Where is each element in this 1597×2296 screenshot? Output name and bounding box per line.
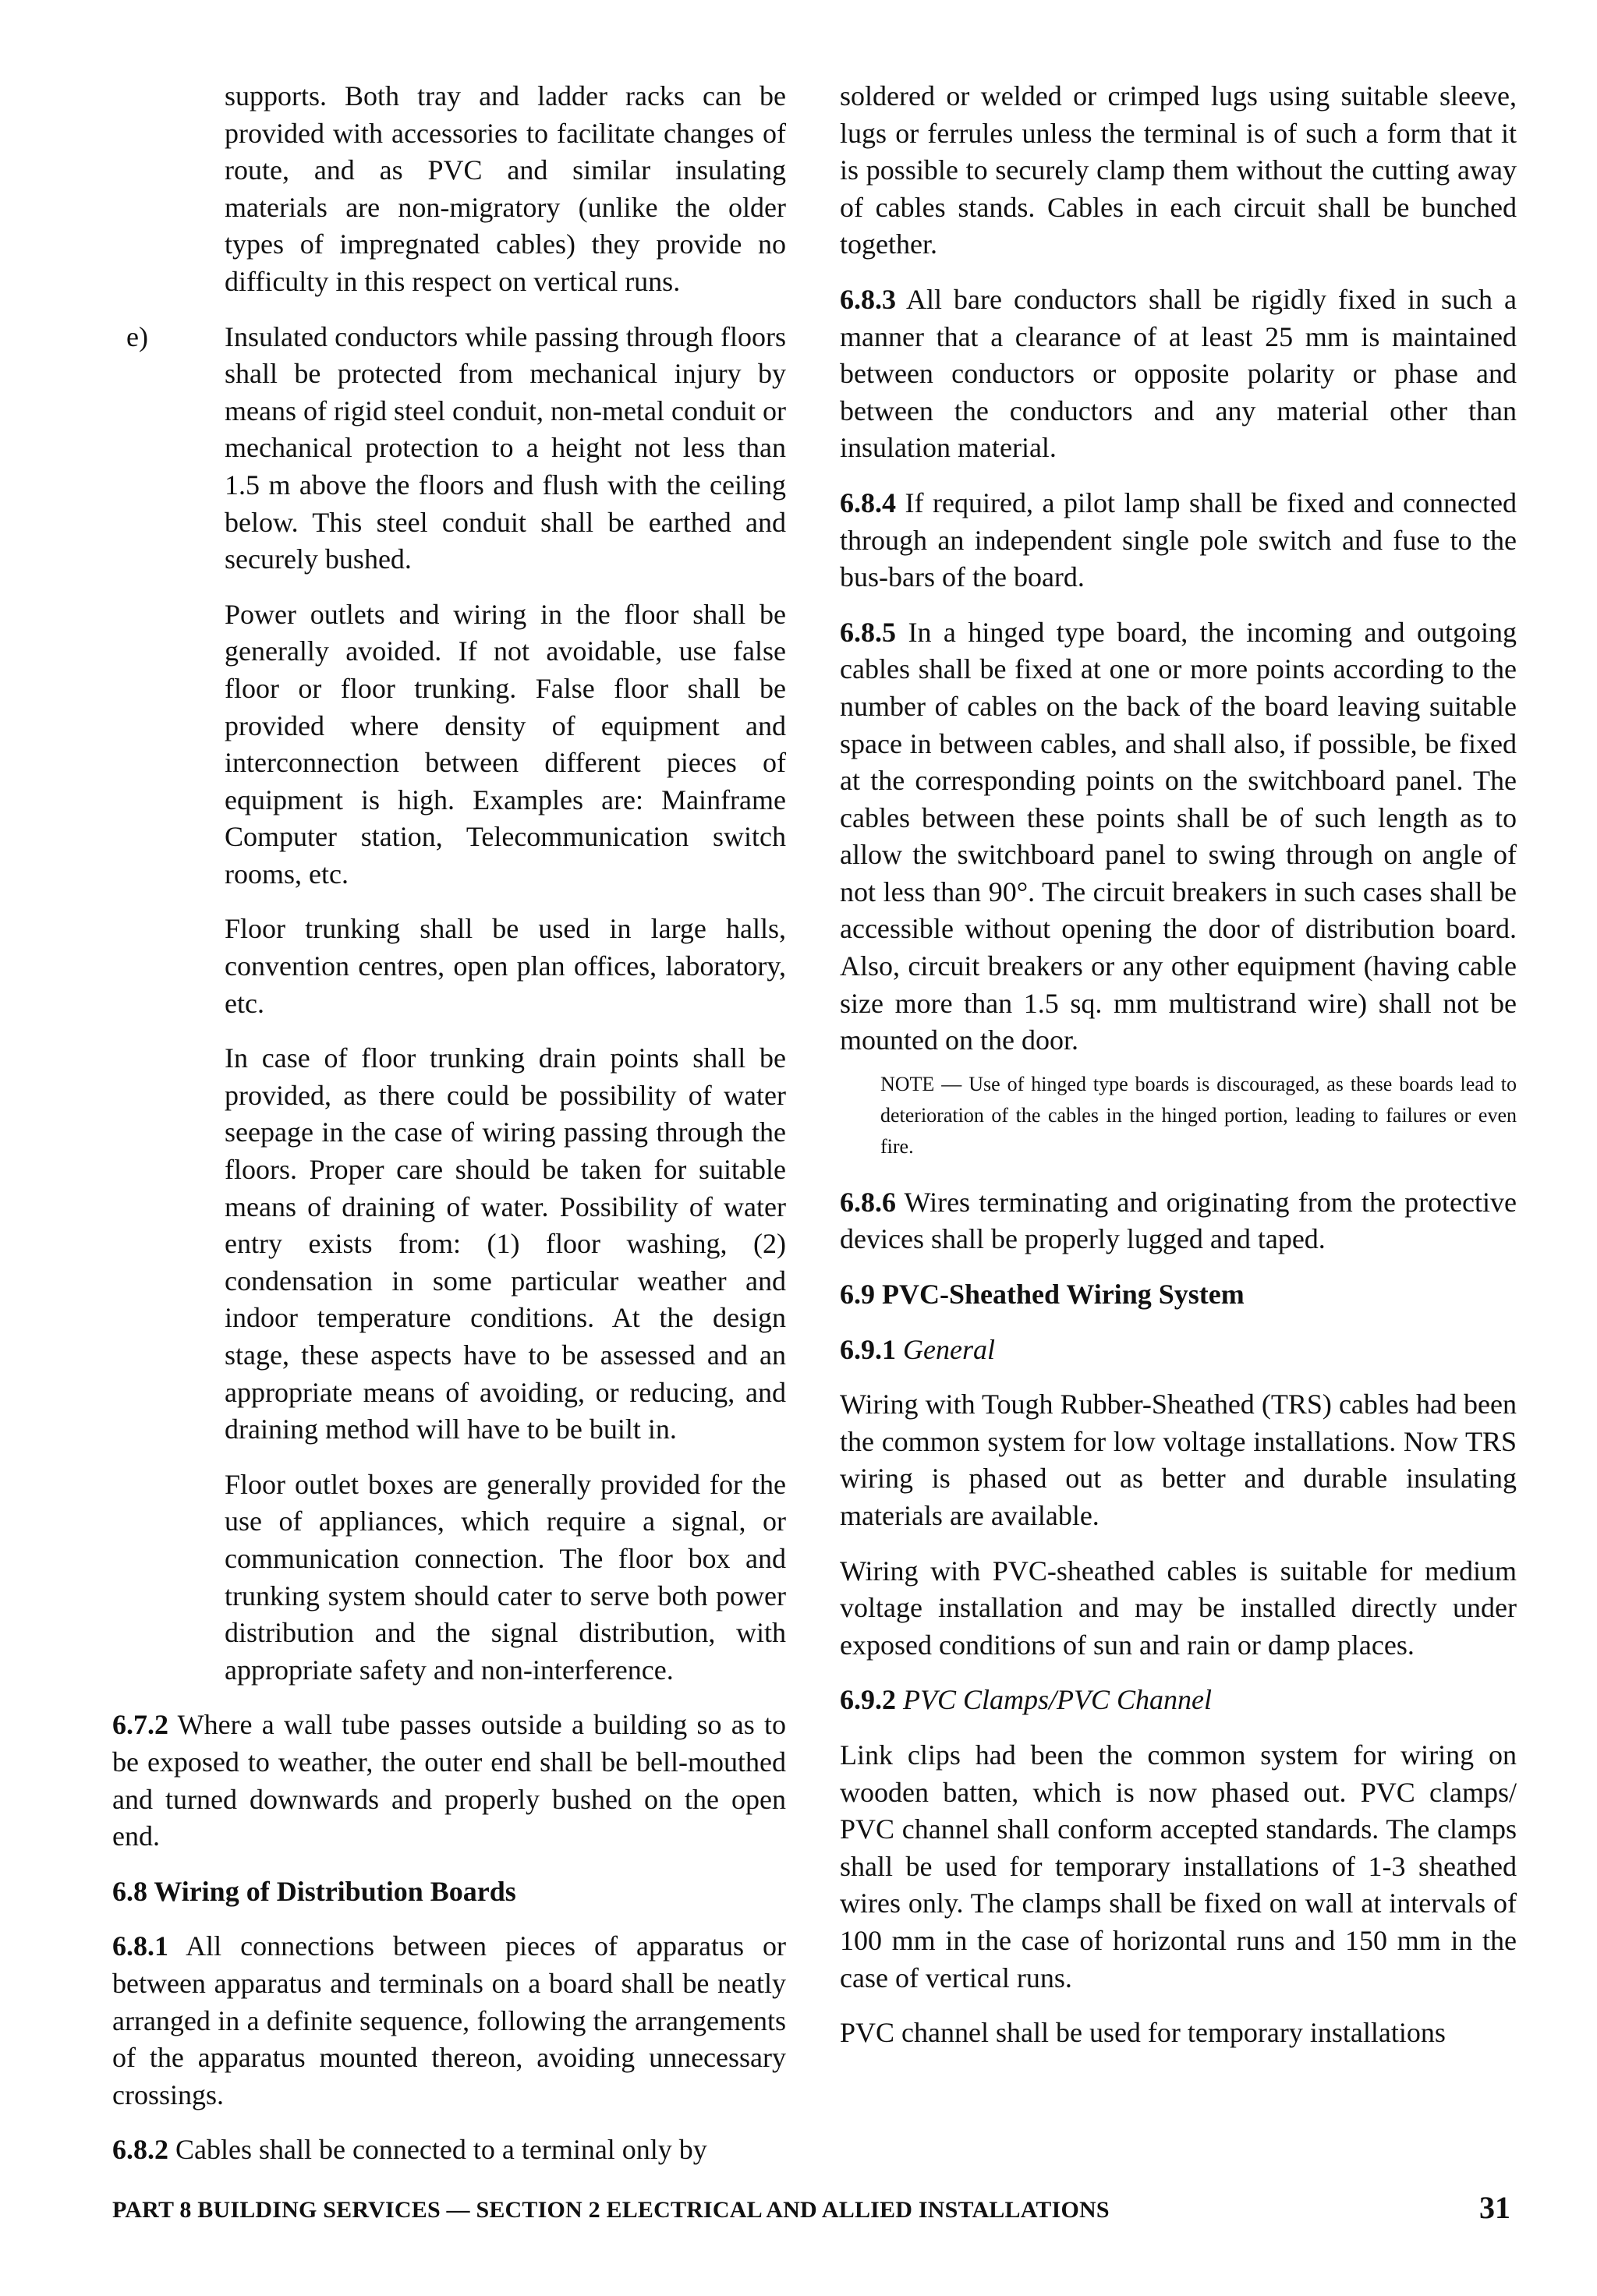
clause-number: 6.9.2: [840, 1684, 896, 1716]
clause-6-8-3: [840, 281, 1517, 467]
clause-text: Cables shall be connected to a terminal only by: [175, 2134, 707, 2166]
paragraph: soldered or welded or crimped lugs using suitable sleeve, lugs or ferrules unless the terminal is of such a form that it is possible to securely clamp them without the cutting away of cables stands. Cables in each circuit shall be bunched together.: [840, 80, 1517, 260]
subheading-text: PVC Clamps/PVC Channel: [903, 1684, 1212, 1716]
clause-text: All connections between pieces of apparatus or between apparatus and terminals on a board shall be neatly arranged in a definite sequence, following the arrangements of the apparatus mounted thereon, avoiding unnecessary crossings.: [112, 1930, 787, 2110]
list-label: e): [126, 320, 148, 352]
page-number: 31: [1479, 2190, 1510, 2225]
page-footer: PART 8 BUILDING SERVICES — SECTION 2 ELECTRICAL AND ALLIED INSTALLATIONS: [112, 2197, 1110, 2223]
clause-number: 6.7.2: [112, 1709, 168, 1741]
paragraph: Wiring with Tough Rubber-Sheathed (TRS) cables had been the common system for low voltage installations. Now TRS wiring is phased out as better and durable insulating materials are available.: [840, 1389, 1517, 1531]
clause-number: 6.8.6: [840, 1186, 896, 1218]
clause-6-8-5: [840, 614, 1517, 1060]
clause-text: In a hinged type board, the incoming and outgoing cables shall be fixed at one or more points according to the number of cables on the back of the board leaving suitable space in between cables, and shall also, if possible, be fixed at the corresponding points on the switchboard panel. The cables between these points shall be of such length as to allow the switchboard panel to swing through on angle of not less than 90°. The circuit breakers in such cases shall be accessible without opening the door of distribution board. Also, circuit breakers or any other equipment (having cable size more than 1.5 sq. mm multistrand wire) shall not be mounted on the door.: [840, 616, 1517, 1056]
list-item-e: [126, 319, 786, 578]
paragraph: Power outlets and wiring in the floor shall be generally avoided. If not avoidable, use false floor or floor trunking. False floor shall be provided where density of equipment and interconnection between different pieces of equipment is high. Examples are: Mainframe Computer station, Telecommunication switch rooms, etc.: [225, 598, 786, 890]
paragraph: Floor outlet boxes are generally provided for the use of appliances, which require a signal, or communication connection. The floor box and trunking system should cater to serve both power distribution and the signal distribution, with appropriate safety and non-interference.: [225, 1468, 786, 1686]
clause-number: 6.8.2: [112, 2134, 168, 2166]
clause-6-8-2: [112, 2131, 786, 2169]
list-text: Insulated conductors while passing through floors shall be protected from mechanical injury by means of rigid steel conduit, non-metal conduit or mechanical protection to a height not less than 1.5 m above the floors and flush with the ceiling below. This steel conduit shall be earthed and securely bushed.: [225, 320, 786, 575]
clause-6-8-4: [840, 485, 1517, 596]
clause-number: 6.8.3: [840, 283, 896, 315]
clause-text: All bare conductors shall be rigidly fixed in such a manner that a clearance of at least 25 mm is maintained between conductors or opposite polarity or phase and between the conductors and any material other than insulation material.: [840, 283, 1517, 464]
clause-text: Where a wall tube passes outside a building so as to be exposed to weather, the outer end shall be bell-mouthed and turned downwards and properly bushed on the open end.: [112, 1709, 786, 1852]
section-heading-6-9: 6.9 PVC-Sheathed Wiring System: [840, 1279, 1245, 1311]
clause-number: 6.8.1: [112, 1930, 168, 1962]
clause-number: 6.8.4: [840, 486, 896, 518]
paragraph: PVC channel shall be used for temporary installations: [840, 2017, 1446, 2049]
right-column: [840, 78, 1517, 2070]
paragraph: Link clips had been the common system for wiring on wooden batten, which is now phased out. PVC clamps/ PVC channel shall conform accepted standards. The clamps shall be used for temporary installations of 1-3 sheathed wires only. The clamps shall be fixed on wall at intervals of 100 mm in the case of horizontal runs and 150 mm in the case of vertical runs.: [840, 1739, 1517, 1994]
clause-6-8-1: [112, 1928, 786, 2114]
subheading-6-9-1: [840, 1332, 1517, 1369]
subheading-6-9-2: [840, 1682, 1517, 1719]
subheading-text: General: [903, 1333, 995, 1365]
note: NOTE — Use of hinged type boards is discouraged, as these boards lead to deterioration of the cables in the hinged portion, leading to failures or even fire.: [880, 1072, 1517, 1158]
left-column: [112, 78, 786, 2187]
clause-text: Wires terminating and originating from the protective devices shall be properly lugged and taped.: [840, 1186, 1517, 1255]
clause-6-7-2: [112, 1707, 786, 1855]
paragraph: Floor trunking shall be used in large halls, convention centres, open plan offices, laboratory, etc.: [225, 913, 786, 1019]
clause-number: 6.9.1: [840, 1333, 896, 1365]
paragraph: supports. Both tray and ladder racks can be provided with accessories to facilitate changes of route, and as PVC and similar insulating materials are non-migratory (unlike the older types of impregnated cables) they provide no difficulty in this respect on vertical runs.: [225, 80, 786, 297]
section-heading-6-8: 6.8 Wiring of Distribution Boards: [112, 1875, 516, 1907]
clause-number: 6.8.5: [840, 616, 896, 648]
paragraph: In case of floor trunking drain points shall be provided, as there could be possibility of water seepage in the case of wiring passing through the floors. Proper care should be taken for suitable means of draining of water. Possibility of water entry exists from: (1) floor washing, (2) condensation in some particular weather and indoor temperature conditions. At the design stage, these aspects have to be assessed and an appropriate means of avoiding, or reducing, and draining method will have to be built in.: [225, 1042, 786, 1445]
clause-6-8-6: [840, 1184, 1517, 1258]
paragraph: Wiring with PVC-sheathed cables is suitable for medium voltage installation and may be installed directly under exposed conditions of sun and rain or damp places.: [840, 1555, 1517, 1661]
clause-text: If required, a pilot lamp shall be fixed and connected through an independent single pole switch and fuse to the bus-bars of the board.: [840, 486, 1517, 593]
